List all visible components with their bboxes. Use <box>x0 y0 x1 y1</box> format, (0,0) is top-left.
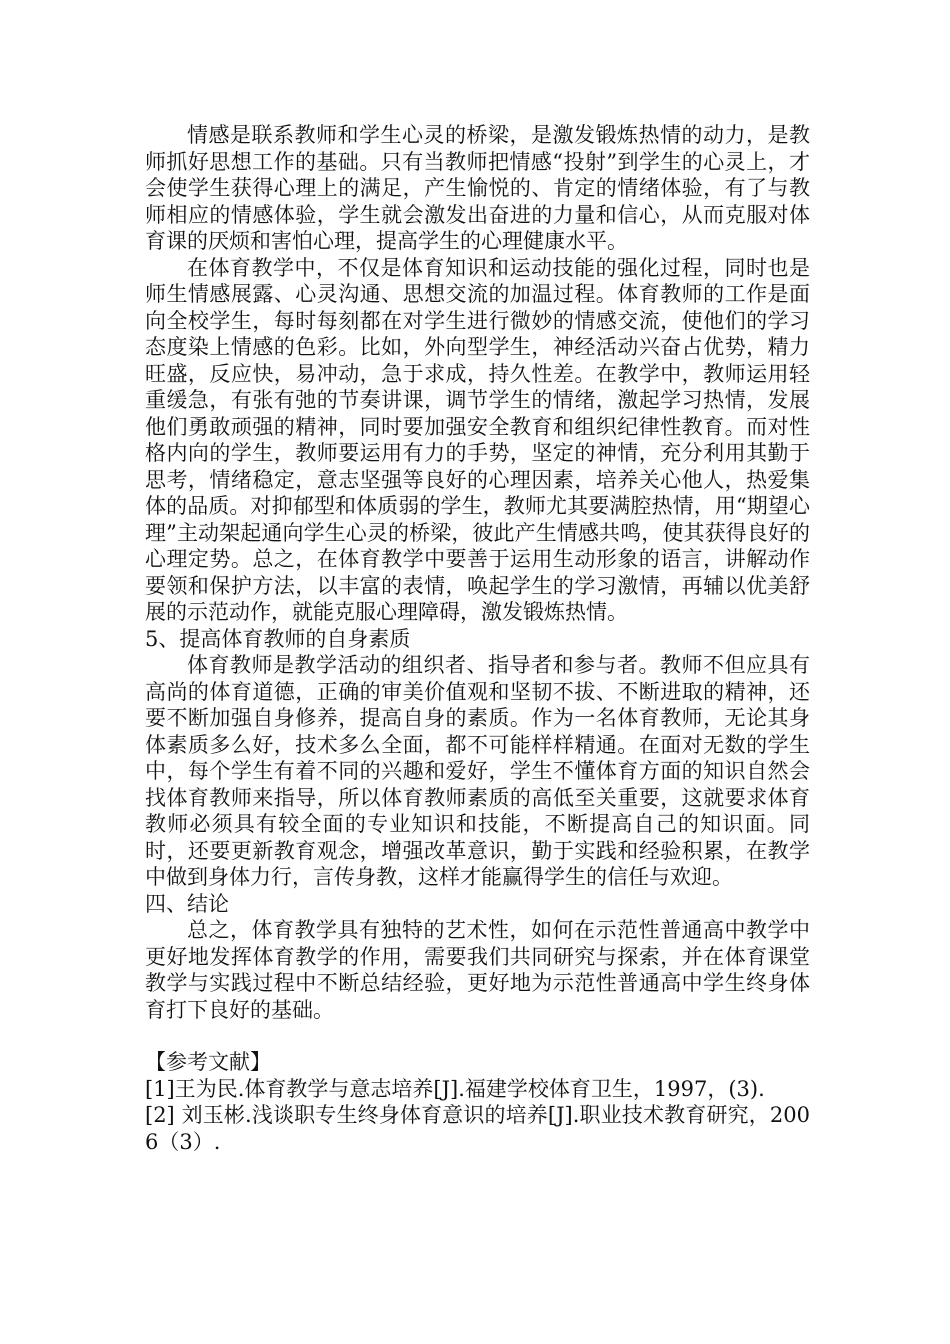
references-title: 【参考文献】 <box>145 1050 271 1074</box>
section-heading-conclusion: 四、结论 <box>145 891 229 916</box>
reference-item: [1]王为民.体育教学与意志培养[J].福建学校体育卫生，1997，(3). <box>145 1076 765 1101</box>
paragraph-teacher-quality: 体育教师是教学活动的组织者、指导者和参与者。教师不但应具有高尚的体育道德，正确的审美价值观和坚韧不拔、不断进取的精神，还要不断加强自身修养，提高自身的素质。作为一名体育教师，无论其身体素质多么好，技术多么全面，都不可能样样精通。在面对无数的学生中，每个学生有着不同的兴趣和爱好，学生不懂体育方面的知识自然会找体育教师来指导，所以体育教师素质的高低至关重要，这就要求体育教师必须具有较全面的专业知识和技能，不断提高自己的知识面。同时，还要更新教育观念，增强改革意识，勤于实践和经验积累，在教学中做到身体力行，言传身教，这样才能赢得学生的信任与欢迎。 <box>145 653 810 889</box>
reference-item: [2] 刘玉彬.浅谈职专生终身体育意识的培养[J].职业技术教育研究，2006（3）. <box>145 1103 810 1154</box>
article-body <box>145 122 810 1155</box>
paragraph-emotion-bridge: 情感是联系教师和学生心灵的桥梁，是激发锻炼热情的动力，是教师抓好思想工作的基础。只有当教师把情感“投射”到学生的心灵上，才会使学生获得心理上的满足，产生愉悦的、肯定的情绪体验，有了与教师相应的情感体验，学生就会激发出奋进的力量和信心，从而克服对体育课的厌烦和害怕心理，提高学生的心理健康水平。 <box>145 123 810 253</box>
paragraph-teaching-process: 在体育教学中，不仅是体育知识和运动技能的强化过程，同时也是师生情感展露、心灵沟通、思想交流的加温过程。体育教师的工作是面向全校学生，每时每刻都在对学生进行微妙的情感交流，使他们的学习态度染上情感的色彩。比如，外向型学生，神经活动兴奋占优势，精力旺盛，反应快，易冲动，急于求成，持久性差。在教学中，教师运用轻重缓急，有张有弛的节奏讲课，调节学生的情绪，激起学习热情，发展他们勇敢顽强的精神，同时要加强安全教育和组织纪律性教育。而对性格内向的学生，教师要运用有力的手势，坚定的神情，充分利用其勤于思考，情绪稳定，意志坚强等良好的心理因素，培养关心他人，热爱集体的品质。对抑郁型和体质弱的学生，教师尤其要满腔热情，用“期望心理”主动架起通向学生心灵的桥梁，彼此产生情感共鸣，使其获得良好的心理定势。总之，在体育教学中要善于运用生动形象的语言，讲解动作要领和保护方法，以丰富的表情，唤起学生的学习激情，再辅以优美舒展的示范动作，就能克服心理障碍，激发锻炼热情。 <box>145 255 810 624</box>
references-section <box>145 1049 810 1155</box>
paragraph-conclusion: 总之，体育教学具有独特的艺术性，如何在示范性普通高中教学中更好地发挥体育教学的作用，需要我们共同研究与探索，并在体育课堂教学与实践过程中不断总结经验，更好地为示范性普通高中学生终身体育打下良好的基础。 <box>145 918 810 1022</box>
section-heading-5: 5、提高体育教师的自身素质 <box>145 626 411 651</box>
